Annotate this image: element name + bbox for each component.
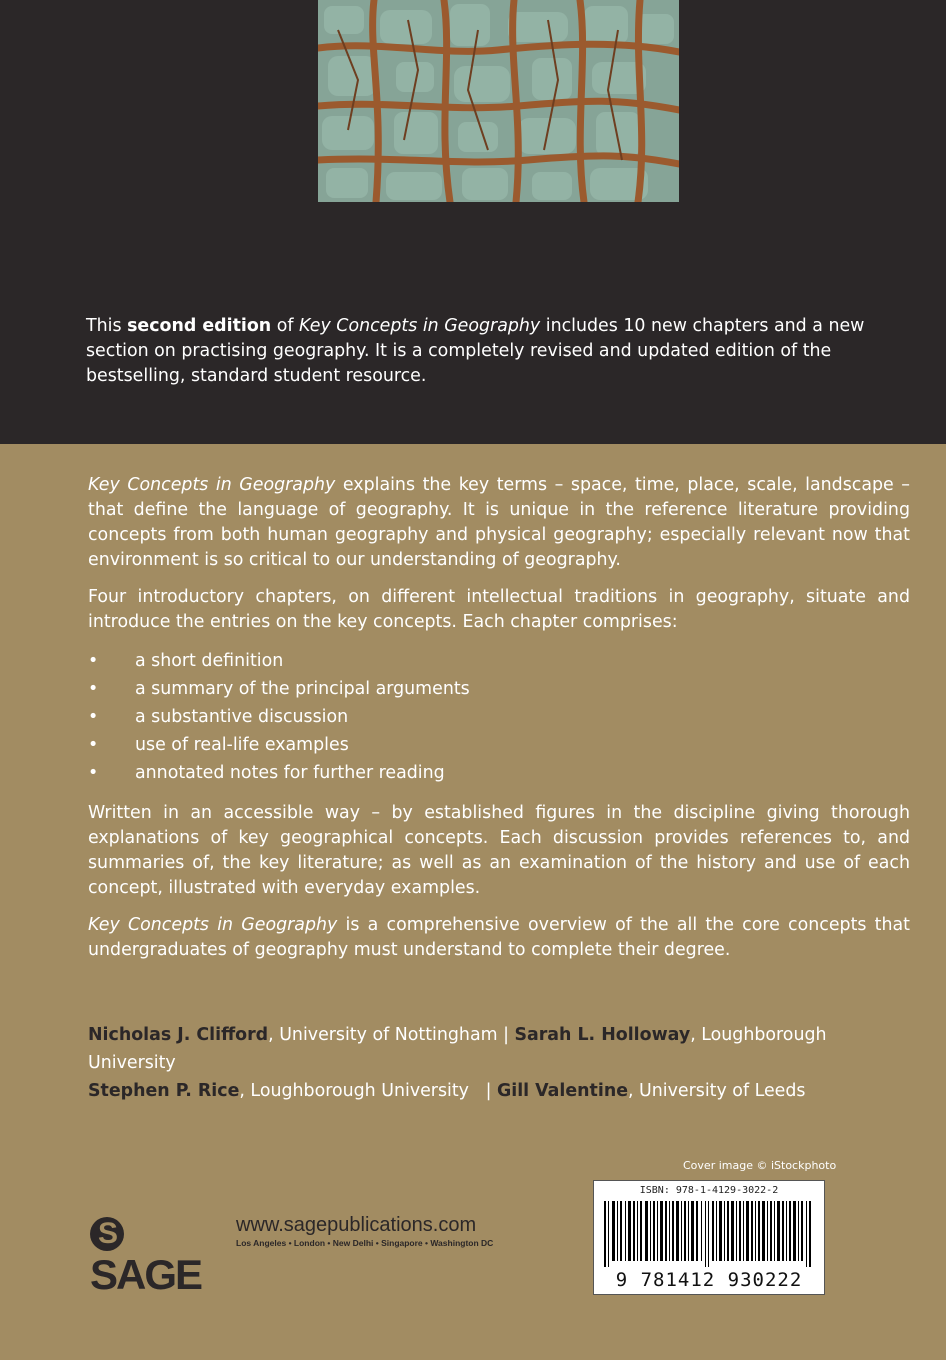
paragraph-3: Written in an accessible way – by established figures in the discipline giving thorough explanations of key geographical concepts. Each discussion provides references to, and summaries of, the key literature; as well as an examination of the history and use of each concept, illustrated with everyday examples.: [88, 803, 910, 898]
author-line-2: Stephen P. Rice, Loughborough University | Gill Valentine, University of Leeds: [88, 1081, 806, 1101]
ean-digits: 9 781412 930222: [615, 1269, 803, 1291]
author-name: Sarah L. Holloway: [514, 1025, 691, 1045]
list-item: • annotated notes for further reading: [88, 763, 445, 783]
list-item: • a substantive discussion: [88, 707, 349, 727]
cover-photo: [318, 0, 679, 202]
top-dark-panel: [0, 0, 946, 444]
isbn-label: ISBN: 978-1-4129-3022-2: [639, 1185, 779, 1196]
intro-text: This second edition of Key Concepts in Geography includes 10 new chapters and a new section on practising geography. It is a completely revised and updated edition of the bestselling, standard student resource.: [86, 316, 865, 386]
author-name: Nicholas J. Clifford: [88, 1025, 269, 1045]
bullet-list: [88, 647, 910, 787]
paragraph-4: Key Concepts in Geography is a comprehensive overview of the all the core concepts that undergraduates of geography must understand to complete their degree.: [88, 915, 910, 960]
list-item: • a short definition: [88, 651, 284, 671]
description: [88, 473, 910, 975]
author-credits: [88, 1021, 918, 1105]
publisher-url[interactable]: www.sagepublications.com: [236, 1214, 477, 1236]
list-item: • use of real-life examples: [88, 735, 349, 755]
paragraph-2: Four introductory chapters, on different intellectual traditions in geography, situate and introduce the entries on the key concepts. Each chapter comprises:: [88, 587, 910, 632]
paragraph-1: Key Concepts in Geography explains the key terms – space, time, place, scale, landscape – that define the language of geography. It is unique in the reference literature providing concepts from both human geography and physical geography; especially relevant now that environment is so critical to our understanding of geography.: [88, 475, 910, 570]
sage-logo: SSAGE: [90, 1217, 202, 1298]
author-name: Stephen P. Rice: [88, 1081, 240, 1101]
barcode-bars: [602, 1201, 816, 1267]
list-item: • a summary of the principal arguments: [88, 679, 470, 699]
isbn-barcode: [593, 1180, 825, 1295]
publisher-cities: Los Angeles • London • New Delhi • Singapore • Washington DC: [236, 1238, 494, 1248]
author-line-1: Nicholas J. Clifford, University of Nottingham | Sarah L. Holloway, Loughborough University: [88, 1025, 827, 1073]
sage-s-circle-icon: S: [90, 1217, 124, 1251]
cover-image-credit: Cover image © iStockphoto: [683, 1159, 837, 1172]
author-name: Gill Valentine: [496, 1081, 628, 1101]
